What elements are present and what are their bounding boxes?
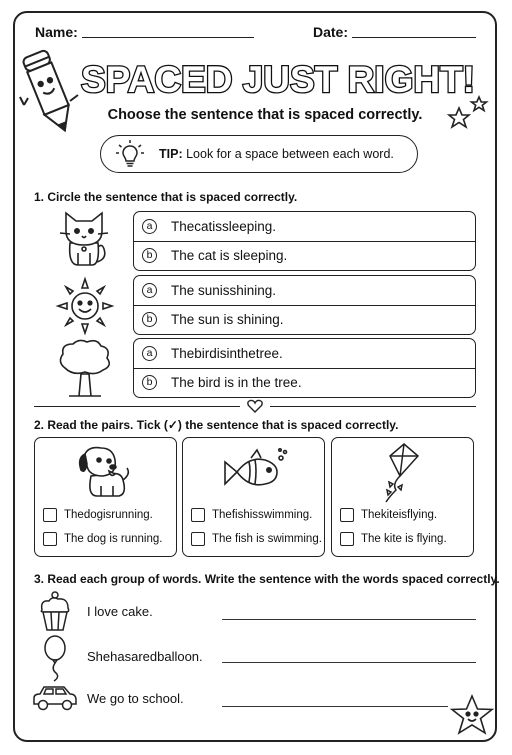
section3-heading: 3. Read each group of words. Write the sentence with the words spaced correctly. xyxy=(34,572,500,586)
checkbox-first[interactable] xyxy=(191,508,205,522)
checkbox-first[interactable] xyxy=(43,508,57,522)
answer-line-2[interactable] xyxy=(222,662,476,663)
date-label: Date: xyxy=(313,24,349,40)
option-b-choice[interactable] xyxy=(142,245,287,265)
pair-box-kite xyxy=(331,437,474,557)
question3-option-box xyxy=(133,338,476,398)
instructions-subtitle: Choose the sentence that is spaced correctly. xyxy=(107,107,423,123)
pair-second-text: The fish is swimming. xyxy=(212,533,322,545)
checkbox-second[interactable] xyxy=(340,532,354,546)
question1-option-box xyxy=(133,211,476,271)
divider xyxy=(134,305,475,306)
tip-label: TIP: xyxy=(159,147,183,161)
option-b-circle[interactable]: b xyxy=(142,248,157,263)
option-a-circle[interactable]: a xyxy=(142,346,157,361)
dog-icon xyxy=(75,444,133,500)
car-icon xyxy=(32,684,78,714)
option-b-circle[interactable]: b xyxy=(142,312,157,327)
sun-icon xyxy=(56,277,114,335)
option-a-circle[interactable]: a xyxy=(142,283,157,298)
option-text: The sunisshining. xyxy=(171,282,277,298)
pair-box-fish xyxy=(182,437,325,557)
name-line[interactable] xyxy=(82,37,254,38)
section-divider-right xyxy=(270,406,476,407)
answer-line-1[interactable] xyxy=(222,619,476,620)
checkbox-first[interactable] xyxy=(340,508,354,522)
page-title xyxy=(78,52,478,106)
option-a-circle[interactable]: a xyxy=(142,219,157,234)
pair-second-text: The dog is running. xyxy=(64,533,163,545)
option-text: The cat is sleeping. xyxy=(171,247,288,263)
lightbulb-icon xyxy=(115,139,145,169)
star-mascot-icon xyxy=(449,694,495,736)
pair-first-text: Thefishisswimming. xyxy=(212,509,313,521)
option-a-choice[interactable] xyxy=(142,216,276,236)
word-group-3: We go to school. xyxy=(87,691,184,706)
option-text: The sun is shining. xyxy=(171,311,284,327)
option-a-choice[interactable] xyxy=(142,343,283,363)
option-b-choice[interactable] xyxy=(142,309,284,329)
option-b-choice[interactable] xyxy=(142,372,302,392)
name-label: Name: xyxy=(35,24,78,40)
divider xyxy=(134,368,475,369)
tip-box xyxy=(100,135,418,173)
divider xyxy=(134,241,475,242)
pencil-mascot-icon xyxy=(18,45,82,137)
option-text: Thebirdisinthetree. xyxy=(171,345,283,361)
word-group-2: Shehasaredballoon. xyxy=(87,649,203,664)
option-text: Thecatissleeping. xyxy=(171,218,277,234)
pair-first-text: Thekiteisflying. xyxy=(361,509,438,521)
heart-icon xyxy=(247,399,263,413)
option-b-circle[interactable]: b xyxy=(142,375,157,390)
cupcake-icon xyxy=(38,590,72,632)
svg-text:SPACED JUST RIGHT!: SPACED JUST RIGHT! xyxy=(80,59,476,100)
answer-line-3[interactable] xyxy=(222,706,448,707)
balloon-icon xyxy=(42,635,68,681)
kite-icon xyxy=(372,442,422,504)
tip-text xyxy=(159,147,394,161)
checkbox-second[interactable] xyxy=(43,532,57,546)
section-divider-left xyxy=(34,406,240,407)
word-group-1: I love cake. xyxy=(87,604,153,619)
fish-icon xyxy=(219,448,289,496)
date-line[interactable] xyxy=(352,37,476,38)
section1-heading: 1. Circle the sentence that is spaced correctly. xyxy=(34,190,298,204)
cat-icon xyxy=(58,209,112,271)
option-a-choice[interactable] xyxy=(142,280,276,300)
tree-icon xyxy=(55,338,115,400)
option-text: The bird is in the tree. xyxy=(171,374,302,390)
question2-option-box xyxy=(133,275,476,335)
tip-body: Look for a space between each word. xyxy=(186,147,394,161)
section2-heading: 2. Read the pairs. Tick (✓) the sentence that is spaced correctly. xyxy=(34,418,399,432)
pair-first-text: Thedogisrunning. xyxy=(64,509,153,521)
pair-second-text: The kite is flying. xyxy=(361,533,447,545)
pair-box-dog xyxy=(34,437,177,557)
checkbox-second[interactable] xyxy=(191,532,205,546)
